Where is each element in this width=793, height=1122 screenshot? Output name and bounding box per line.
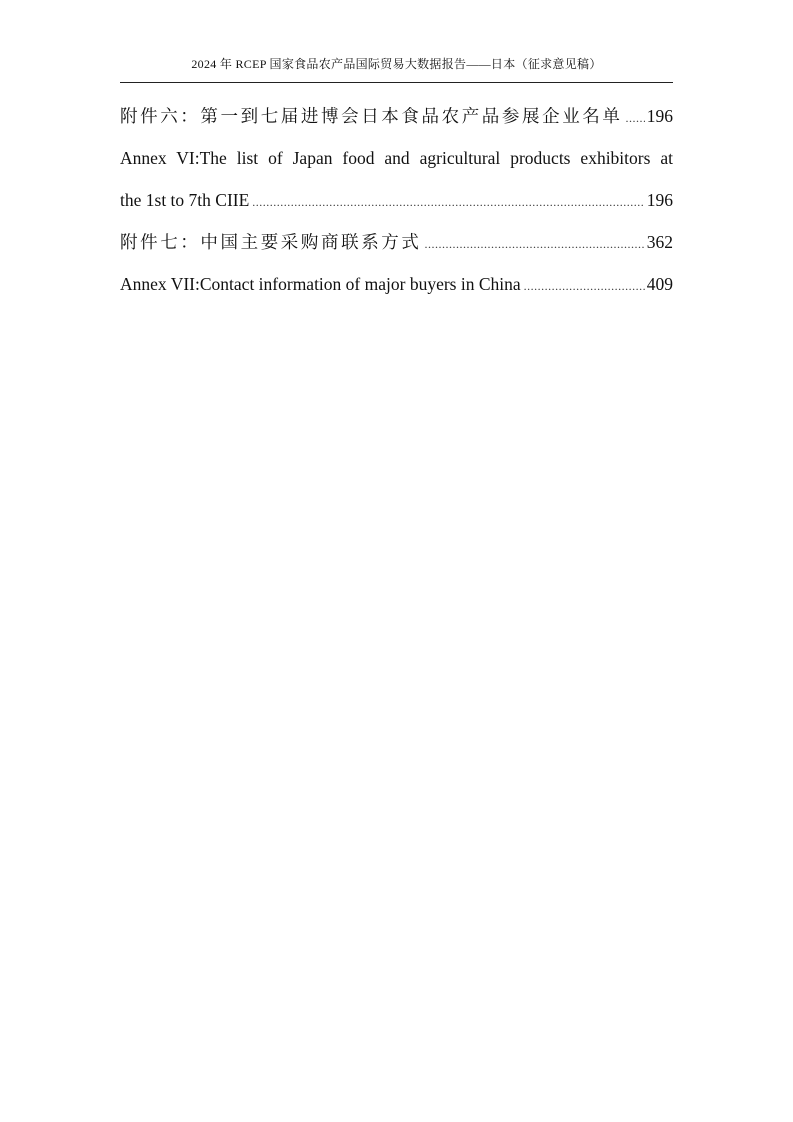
toc-entry-annex-6-en-line1[interactable] — [120, 142, 673, 184]
toc-entry-annex-6-cn[interactable] — [120, 100, 673, 142]
toc-page-number: 409 — [646, 274, 673, 294]
toc-entry-annex-7-en[interactable] — [120, 268, 673, 310]
table-of-contents — [120, 100, 673, 310]
toc-entry-title: Annex VII:Contact information of major buyers in China — [120, 274, 521, 294]
toc-entry-title: 附件七：中国主要采购商联系方式 — [120, 232, 422, 252]
toc-page-number: 196 — [646, 190, 673, 210]
toc-entry-title-continued: the 1st to 7th CIIE — [120, 190, 250, 210]
toc-page-number: 362 — [646, 232, 673, 252]
dot-leader — [425, 228, 645, 260]
dot-leader — [252, 186, 644, 218]
toc-page-number: 196 — [646, 106, 673, 126]
header-divider — [120, 82, 673, 83]
page-header: 2024 年 RCEP 国家食品农产品国际贸易大数据报告——日本（征求意见稿） — [191, 57, 602, 71]
toc-entry-annex-7-cn[interactable] — [120, 226, 673, 268]
toc-entry-title: 附件六：第一到七届进博会日本食品农产品参展企业名单 — [120, 106, 623, 126]
dot-leader — [524, 270, 645, 302]
toc-entry-title: Annex VI:The list of Japan food and agricultural products exhibitors at — [120, 148, 673, 168]
dot-leader — [626, 102, 645, 134]
toc-entry-annex-6-en-line2[interactable] — [120, 184, 673, 226]
